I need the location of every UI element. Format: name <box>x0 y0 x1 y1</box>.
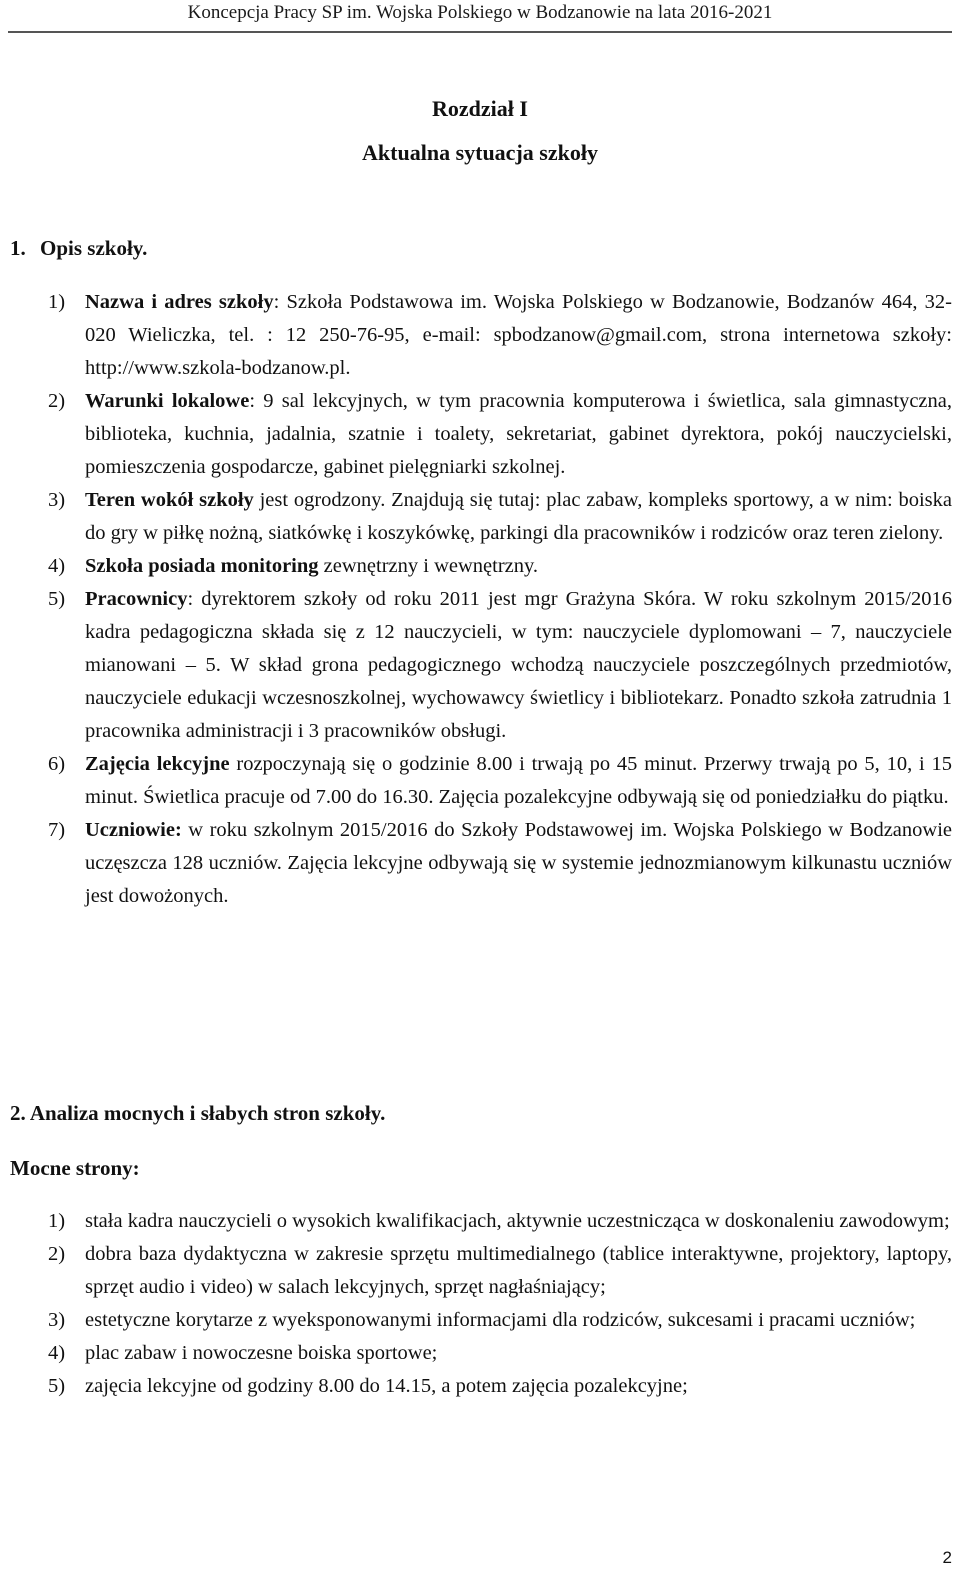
chapter-title: Rozdział I <box>432 96 528 121</box>
chapter-subtitle: Aktualna sytuacja szkoły <box>362 140 598 165</box>
strengths-list <box>0 1205 952 1403</box>
list-item <box>0 1337 952 1370</box>
item-label: Nazwa i adres szkoły <box>85 291 274 313</box>
page-number: 2 <box>942 1548 952 1567</box>
item-text: : Szkoła Podstawowa im. Wojska Polskiego w Bodzanowie, Bodzanów 464, 32-020 Wieliczka, tel. : 12 250-76-95, e-mail: spbodzanow@gmail.com, strona internetowa szkoły: http://www.szkola-bodzanow.pl. <box>85 291 952 379</box>
item-number: 3) <box>48 489 66 511</box>
header-divider <box>8 31 952 33</box>
item-number: 7) <box>48 819 66 841</box>
section-1-number: 1. <box>10 236 26 260</box>
school-description-list <box>0 286 952 913</box>
section-1-heading <box>10 234 147 262</box>
item-text: : 9 sal lekcyjnych, w tym pracownia komputerowa i świetlica, sala gimnastyczna, biblioteka, kuchnia, jadalnia, szatnie i toalety, sekretariat, gabinet dyrektora, pokój nauczycielski, pomieszczenia gospodarcze, gabinet pielęgniarki szkolnej. <box>85 390 952 478</box>
item-text: zajęcia lekcyjne od godziny 8.00 do 14.15, a potem zajęcia pozalekcyjne; <box>85 1375 688 1397</box>
list-item <box>0 583 952 748</box>
list-item <box>0 1238 952 1304</box>
item-number: 1) <box>48 291 66 313</box>
item-text: stała kadra nauczycieli o wysokich kwalifikacjach, aktywnie uczestnicząca w doskonaleniu zawodowym; <box>85 1210 950 1232</box>
item-text: dobra baza dydaktyczna w zakresie sprzętu multimedialnego (tablice interaktywne, projektory, laptopy, sprzęt audio i video) w salach lekcyjnych, sprzęt nagłaśniający; <box>85 1243 952 1298</box>
item-number: 5) <box>48 588 66 610</box>
item-label: Teren wokół szkoły <box>85 489 254 511</box>
list-item <box>0 1304 952 1337</box>
item-number: 2) <box>48 390 66 412</box>
item-text: plac zabaw i nowoczesne boiska sportowe; <box>85 1342 438 1364</box>
strengths-heading: Mocne strony: <box>10 1156 140 1180</box>
item-number: 5) <box>48 1375 66 1397</box>
list-item <box>0 286 952 385</box>
item-number: 2) <box>48 1243 66 1265</box>
list-item <box>0 1370 952 1403</box>
item-number: 4) <box>48 555 66 577</box>
item-label: Szkoła posiada monitoring <box>85 555 319 577</box>
list-item <box>0 550 952 583</box>
list-item <box>0 484 952 550</box>
item-label: Uczniowie: <box>85 819 182 841</box>
item-label: Warunki lokalowe <box>85 390 250 412</box>
list-item <box>0 814 952 913</box>
item-number: 4) <box>48 1342 66 1364</box>
list-item <box>0 1205 952 1238</box>
item-number: 3) <box>48 1309 66 1331</box>
item-label: Zajęcia lekcyjne <box>85 753 230 775</box>
item-label: Pracownicy <box>85 588 188 610</box>
page-header: Koncepcja Pracy SP im. Wojska Polskiego w Bodzanowie na lata 2016-2021 <box>187 2 773 23</box>
item-text: rozpoczynają się o godzinie 8.00 i trwają po 45 minut. Przerwy trwają po 5, 10, i 15 minut. Świetlica pracuje od 7.00 do 16.30. Zajęcia pozalekcyjne odbywają się od poniedziałku do piątku. <box>85 753 953 808</box>
item-number: 6) <box>48 753 66 775</box>
list-item <box>0 748 952 814</box>
item-text: zewnętrzny i wewnętrzny. <box>318 555 539 577</box>
item-text: estetyczne korytarze z wyeksponowanymi informacjami dla rodziców, sukcesami i pracami uczniów; <box>85 1309 916 1331</box>
item-text: : dyrektorem szkoły od roku 2011 jest mgr Grażyna Skóra. W roku szkolnym 2015/2016 kadra pedagogiczna składa się z 12 nauczycieli, w tym: nauczyciele dyplomowani – 7, nauczyciele mianowani – 5. W skład grona pedagogicznego wchodzą nauczyciele poszczególnych przedmiotów, nauczyciele edukacji wczesnoszkolnej, wychowawcy świetlicy i bibliotekarz. Ponadto szkoła zatrudnia 1 pracownika administracji i 3 pracowników obsługi. <box>85 588 952 742</box>
section-2-heading: 2. Analiza mocnych i słabych stron szkoły. <box>10 1101 386 1125</box>
item-number: 1) <box>48 1210 66 1232</box>
item-text: jest ogrodzony. Znajdują się tutaj: plac zabaw, kompleks sportowy, a w nim: boiska do gry w piłkę nożną, siatkówkę i koszykówkę, parkingi dla pracowników i rodziców oraz teren zielony. <box>85 489 952 544</box>
list-item <box>0 385 952 484</box>
section-1-title: Opis szkoły. <box>40 236 148 260</box>
item-text: w roku szkolnym 2015/2016 do Szkoły Podstawowej im. Wojska Polskiego w Bodzanowie uczęszcza 128 uczniów. Zajęcia lekcyjne odbywają się w systemie jednozmianowym kilkunastu uczniów jest dowożonych. <box>85 819 952 907</box>
